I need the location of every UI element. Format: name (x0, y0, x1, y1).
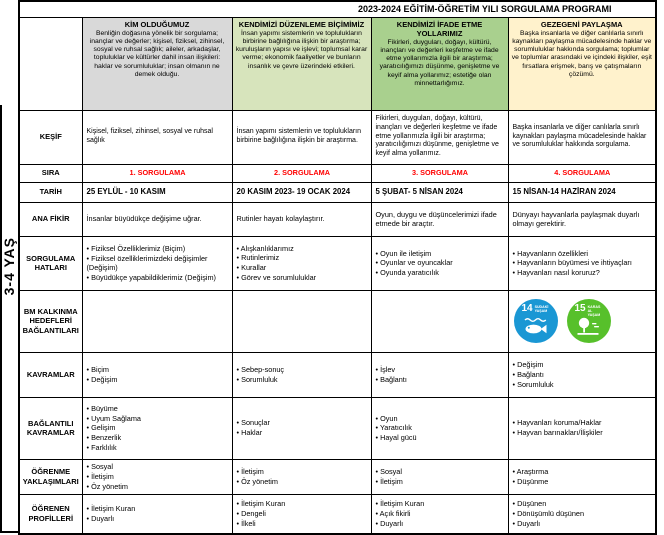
cell-ana-fikir-3: Oyun, duygu ve düşüncelerimizi ifade etmede bir araçtır. (371, 202, 508, 236)
corner-cell (19, 17, 82, 110)
row-label-ana-fikir: ANA FİKİR (19, 202, 82, 236)
sdg-15-number: 15 (574, 303, 586, 314)
theme-name: GEZEGENİ PAYLAŞMA (540, 19, 623, 29)
theme-description: Benliğin doğasına yönelik bir sorgulama; inançlar ve değerler; kişisel, fiziksel, zihinsel, sosyal ve ruhsal sağlık; aileler, arkadaşlar, topluluklar ve kültürler dahil insan ilişkileri: haklar ve sorumluluklar; insan olmanın ne demek olduğu. (89, 29, 225, 78)
cell-bm-3 (371, 290, 508, 352)
cell-ogrenme-4: • Araştırma • Düşünme (508, 459, 656, 494)
inquiry-program-table (18, 0, 657, 535)
row-label-bm-kalkinma: BM KALKINMA HEDEFLERİ BAĞLANTILARI (19, 290, 82, 352)
cell-ana-fikir-2: Rutinler hayatı kolaylaştırır. (232, 202, 371, 236)
cell-sira-2: 2. SORGULAMA (232, 164, 371, 182)
cell-tarih-3: 5 ŞUBAT- 5 NİSAN 2024 (371, 182, 508, 202)
title-row (19, 1, 656, 17)
cell-kavramlar-4: • Değişim • Bağlantı • Sorumluluk (508, 352, 656, 397)
cell-sira-1: 1. SORGULAMA (82, 164, 232, 182)
cell-baglantili-4: • Hayvanları koruma/Haklar • Hayvan barınakları/İlişkiler (508, 397, 656, 459)
row-ogrenen-profilleri (19, 494, 656, 534)
cell-sorgulama-2: • Alışkanlıklarımız • Rutinlerimiz • Kurallar • Görev ve sorumluluklar (232, 236, 371, 290)
row-sorgulama-hatlari (19, 236, 656, 290)
cell-ogrenen-4: • Düşünen • Dönüşümlü düşünen • Duyarlı (508, 494, 656, 534)
cell-ogrenme-2: • İletişim • Öz yönetim (232, 459, 371, 494)
cell-sira-3: 3. SORGULAMA (371, 164, 508, 182)
row-ana-fikir (19, 202, 656, 236)
cell-ogrenen-1: • İletişim Kuran • Duyarlı (82, 494, 232, 534)
row-label-baglantili-kavramlar: BAĞLANTILI KAVRAMLAR (19, 397, 82, 459)
sdg-14-badge (514, 299, 558, 343)
age-group-label: 3-4 YAŞ (1, 237, 17, 296)
theme-gezegeni-paylasma (508, 17, 656, 110)
theme-kendimizi-duzenleme (232, 17, 371, 110)
theme-name: KENDİMİZİ DÜZENLEME BİÇİMİMİZ (238, 19, 365, 29)
sdg-14-number: 14 (521, 303, 533, 314)
cell-ogrenen-2: • İletişim Kuran • Dengeli • İlkeli (232, 494, 371, 534)
cell-kesif-2: İnsan yapımı sistemlerin ve toplulukların birbirine bağlılığına ilişkin bir araştırma. (232, 110, 371, 164)
cell-tarih-2: 20 KASIM 2023- 19 OCAK 2024 (232, 182, 371, 202)
cell-bm-2 (232, 290, 371, 352)
theme-description: İnsan yapımı sistemlerin ve toplulukların birbirine bağlılığına ilişkin bir araştırma; kuruluşların yapısı ve işlevi; toplumsal karar verme; ekonomik faaliyetler ve bunların insanlık ve çevre üzerindeki etkileri. (235, 29, 368, 70)
cell-kavramlar-1: • Biçim • Değişim (82, 352, 232, 397)
row-tarih (19, 182, 656, 202)
tree-icon (575, 317, 602, 337)
cell-tarih-1: 25 EYLÜL - 10 KASIM (82, 182, 232, 202)
cell-kesif-3: Fikirleri, duyguları, doğayı, kültürü, inançları ve değerleri keşfetme ve ifade etme yollarımızla ilgili bir araştırma; yaratıcılığımızı düşünme, genişletme ve keyif alma yollarımız. (371, 110, 508, 164)
cell-ogrenme-3: • Sosyal • İletişim (371, 459, 508, 494)
cell-kesif-1: Kişisel, fiziksel, zihinsel, sosyal ve ruhsal sağlık (82, 110, 232, 164)
row-label-sira: SIRA (19, 164, 82, 182)
cell-sorgulama-3: • Oyun ile iletişim • Oyunlar ve oyuncaklar • Oyunda yaratıcılık (371, 236, 508, 290)
sdg-15-label: KARASAL YAŞAM (587, 305, 601, 318)
row-ogrenme-yaklasimlari (19, 459, 656, 494)
cell-kesif-4: Başka insanlarla ve diğer canlılarla sınırlı kaynakları paylaşma mücadelesinde haklar ve sorumluluklar hakkında sorgulama. (508, 110, 656, 164)
age-group-strip (0, 0, 18, 533)
row-baglantili-kavramlar (19, 397, 656, 459)
cell-sira-4: 4. SORGULAMA (508, 164, 656, 182)
cell-baglantili-3: • Oyun • Yaratıcılık • Hayal gücü (371, 397, 508, 459)
fish-icon (522, 317, 549, 336)
row-label-ogrenme-yaklasimlari: ÖĞRENME YAKLAŞIMLARI (19, 459, 82, 494)
theme-description: Fikirleri, duyguları, doğayı, kültürü, inançları ve değerleri keşfetme ve ifade etme yollarımızla ilgili bir araştırma; yaratıcılığımızı düşünme, genişletme ve keyif alma yollarımız; estetiğe olan minnettarlığımız. (379, 38, 500, 87)
row-label-sorgulama-hatlari: SORGULAMA HATLARI (19, 236, 82, 290)
cell-tarih-4: 15 NİSAN-14 HAZİRAN 2024 (508, 182, 656, 202)
page-title: 2023-2024 EĞİTİM-ÖĞRETİM YILI SORGULAMA PROGRAMI (19, 1, 656, 17)
row-sira (19, 164, 656, 182)
theme-name: KİM OLDUĞUMUZ (124, 19, 190, 29)
theme-description: Başka insanlarla ve diğer canlılarla sınırlı kaynakları paylaşma mücadelesinde haklar ve sorumluluklar hakkında sorgulama; toplumlar ve toplumlar arasındaki ve içindeki ilişkiler, eşit fırsatlara erişmek, barış ve çatışmaların çözümü. (511, 29, 652, 78)
row-label-tarih: TARİH (19, 182, 82, 202)
cell-ana-fikir-4: Dünyayı hayvanlarla paylaşmak duyarlı olmayı gerektirir. (508, 202, 656, 236)
cell-bm-1 (82, 290, 232, 352)
row-bm-kalkinma (19, 290, 656, 352)
row-kesif (19, 110, 656, 164)
theme-name: KENDİMİZİ İFADE ETME YOLLARIMIZ (396, 19, 483, 38)
cell-sorgulama-4: • Hayvanların özellikleri • Hayvanların büyümesi ve ihtiyaçları • Hayvanları nasıl koruruz? (508, 236, 656, 290)
row-label-kesif: KEŞİF (19, 110, 82, 164)
cell-kavramlar-3: • İşlev • Bağlantı (371, 352, 508, 397)
cell-baglantili-1: • Büyüme • Uyum Sağlama • Gelişim • Benzerlik • Farklılık (82, 397, 232, 459)
theme-kim-oldugumuz (82, 17, 232, 110)
theme-header-row (19, 17, 656, 110)
cell-ana-fikir-1: İnsanlar büyüdükçe değişime uğrar. (82, 202, 232, 236)
cell-sorgulama-1: • Fiziksel Özelliklerimiz (Biçim) • Fiziksel özelliklerimizdeki değişimler (Değişim) • Büyüdükçe yapabildiklerimiz (Değişim) (82, 236, 232, 290)
sdg-badges (514, 299, 654, 343)
sdg-15-badge (567, 299, 611, 343)
row-label-ogrenen-profilleri: ÖĞRENEN PROFİLLERİ (19, 494, 82, 534)
cell-kavramlar-2: • Sebep-sonuç • Sorumluluk (232, 352, 371, 397)
cell-bm-sdg-goals (508, 290, 656, 352)
theme-kendimizi-ifade (371, 17, 508, 110)
row-label-kavramlar: KAVRAMLAR (19, 352, 82, 397)
sdg-14-label: SUDAKİ YAŞAM (534, 305, 549, 314)
cell-ogrenme-1: • Sosyal • İletişim • Öz yönetim (82, 459, 232, 494)
cell-ogrenen-3: • İletişim Kuran • Açık fikirli • Duyarlı (371, 494, 508, 534)
row-kavramlar (19, 352, 656, 397)
cell-baglantili-2: • Sonuçlar • Haklar (232, 397, 371, 459)
